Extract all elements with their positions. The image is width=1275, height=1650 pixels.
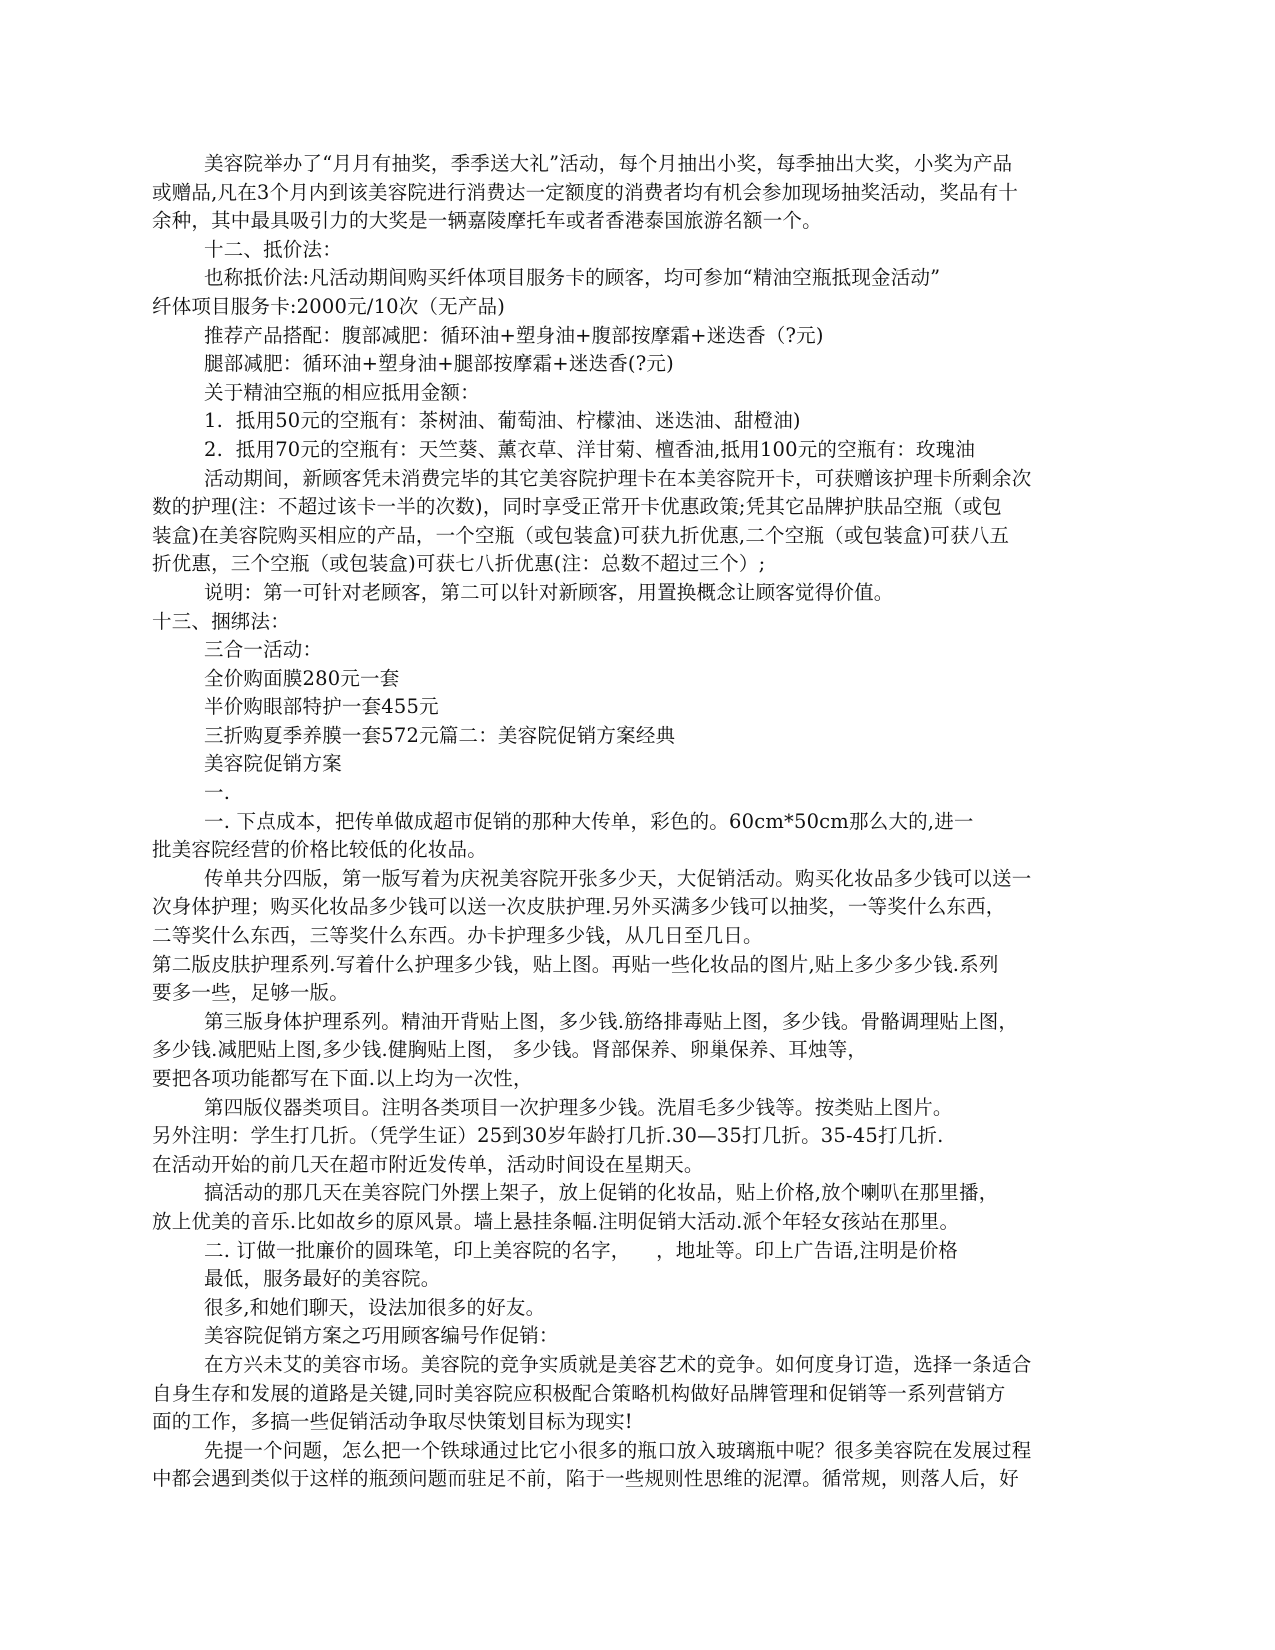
text-line: 次身体护理；购买化妆品多少钱可以送一次皮肤护理.另外买满多少钱可以抽奖，一等奖什么东西，: [152, 895, 1006, 919]
text-line: 要把各项功能都写在下面.以上均为一次性，: [152, 1067, 533, 1090]
text-line: 面的工作，多搞一些促销活动争取尽快策划目标为现实!: [152, 1410, 633, 1434]
text-line: 一. 下点成本，把传单做成超市促销的那种大传单，彩色的。60cm*50cm那么大的,进一: [204, 809, 974, 833]
text-line: 活动期间，新顾客凭未消费完毕的其它美容院护理卡在本美容院开卡，可获赠该护理卡所剩余次: [204, 466, 1032, 490]
text-line: 折优惠，三个空瓶（或包装盒)可获七八折优惠(注：总数不超过三个）;: [152, 552, 766, 576]
text-line: 放上优美的音乐.比如故乡的原风景。墙上悬挂条幅.注明促销大活动.派个年轻女孩站在那里。: [152, 1209, 960, 1233]
text-line: 一.: [204, 781, 231, 805]
text-line: 中都会遇到类似于这样的瓶颈问题而驻足不前，陷于一些规则性思维的泥潭。循常规，则落人后，好: [152, 1467, 1019, 1491]
text-line: 搞活动的那几天在美容院门外摆上架子，放上促销的化妆品，贴上价格,放个喇叭在那里播，: [204, 1181, 999, 1205]
text-line: 批美容院经营的价格比较低的化妆品。: [152, 838, 487, 862]
text-line: 在活动开始的前几天在超市附近发传单，活动时间设在星期天。: [152, 1152, 704, 1176]
text-line: 全价购面膜280元一套: [204, 666, 400, 690]
text-line: 自身生存和发展的道路是关键,同时美容院应积极配合策略机构做好品牌管理和促销等一系列营销方: [152, 1381, 1006, 1405]
text-line: 美容院促销方案之巧用顾客编号作促销：: [204, 1324, 559, 1348]
text-line: 二. 订做一批廉价的圆珠笔，印上美容院的名字， ，地址等。印上广告语,注明是价格: [204, 1238, 958, 1262]
text-line: 也称抵价法:凡活动期间购买纤体项目服务卡的顾客，均可参加“精油空瓶抵现金活动”: [204, 266, 941, 290]
text-line: 第四版仪器类项目。注明各类项目一次护理多少钱。洗眉毛多少钱等。按类贴上图片。: [204, 1095, 953, 1119]
text-line: 十二、抵价法：: [204, 237, 342, 261]
text-line: 2. 抵用70元的空瓶有：天竺葵、薰衣草、洋甘菊、檀香油,抵用100元的空瓶有：玫瑰油: [204, 437, 976, 461]
text-line: 腿部减肥：循环油+塑身油+腿部按摩霜+迷迭香(?元): [204, 352, 674, 376]
text-line: 要多一些，足够一版。: [152, 981, 350, 1005]
text-line: 半价购眼部特护一套455元: [204, 695, 439, 719]
document-body: [152, 150, 1132, 1494]
text-line: 推荐产品搭配：腹部减肥：循环油+塑身油+腹部按摩霜+迷迭香（?元): [204, 323, 824, 347]
text-line: 三合一活动：: [204, 638, 323, 662]
text-line: 在方兴未艾的美容市场。美容院的竞争实质就是美容艺术的竞争。如何度身订造，选择一条适合: [204, 1352, 1032, 1376]
text-line: 第三版身体护理系列。精油开背贴上图，多少钱.筋络排毒贴上图，多少钱。骨骼调理贴上图，: [204, 1009, 1019, 1033]
text-line: 传单共分四版，第一版写着为庆祝美容院开张多少天，大促销活动。购买化妆品多少钱可以送一: [204, 866, 1032, 890]
text-line: 第二版皮肤护理系列.写着什么护理多少钱，贴上图。再贴一些化妆品的图片,贴上多少多少钱.系列: [152, 952, 999, 976]
text-line: 装盒)在美容院购买相应的产品，一个空瓶（或包装盒)可获九折优惠,二个空瓶（或包装盒)可获八五: [152, 523, 1010, 547]
text-line: 另外注明：学生打几折。（凭学生证）25到30岁年龄打几折.30—35打几折。35-45打几折.: [152, 1124, 944, 1148]
text-line: 余种，其中最具吸引力的大奖是一辆嘉陵摩托车或者香港泰国旅游名额一个。: [152, 209, 822, 233]
text-line: 或赠品,凡在3个月内到该美容院进行消费达一定额度的消费者均有机会参加现场抽奖活动，奖品有十: [152, 180, 1019, 204]
text-line: 十三、捆绑法：: [152, 609, 290, 633]
text-line: 三折购夏季养膜一套572元篇二：美容院促销方案经典: [204, 723, 676, 747]
text-line: 1. 抵用50元的空瓶有：茶树油、葡萄油、柠檬油、迷迭油、甜橙油): [204, 409, 801, 433]
text-line: 多少钱.减肥贴上图,多少钱.健胸贴上图， 多少钱。肾部保养、卵巢保养、耳烛等，: [152, 1038, 868, 1062]
text-line: 先提一个问题，怎么把一个铁球通过比它小很多的瓶口放入玻璃瓶中呢？很多美容院在发展过程: [204, 1438, 1032, 1462]
text-line: 关于精油空瓶的相应抵用金额：: [204, 380, 480, 404]
text-line: 说明：第一可针对老顾客，第二可以针对新顾客，用置换概念让顾客觉得价值。: [204, 580, 894, 604]
text-line: 很多,和她们聊天，设法加很多的好友。: [204, 1295, 546, 1319]
text-line: 最低，服务最好的美容院。: [204, 1267, 441, 1291]
text-line: 美容院举办了“月月有抽奖，季季送大礼”活动，每个月抽出小奖，每季抽出大奖，小奖为产品: [204, 152, 1013, 175]
text-line: 纤体项目服务卡:2000元/10次（无产品): [152, 294, 506, 318]
text-line: 数的护理(注：不超过该卡一半的次数)，同时享受正常开卡优惠政策;凭其它品牌护肤品空瓶（或包: [152, 495, 1002, 519]
text-line: 美容院促销方案: [204, 752, 342, 776]
text-line: 二等奖什么东西，三等奖什么东西。办卡护理多少钱，从几日至几日。: [152, 924, 763, 948]
